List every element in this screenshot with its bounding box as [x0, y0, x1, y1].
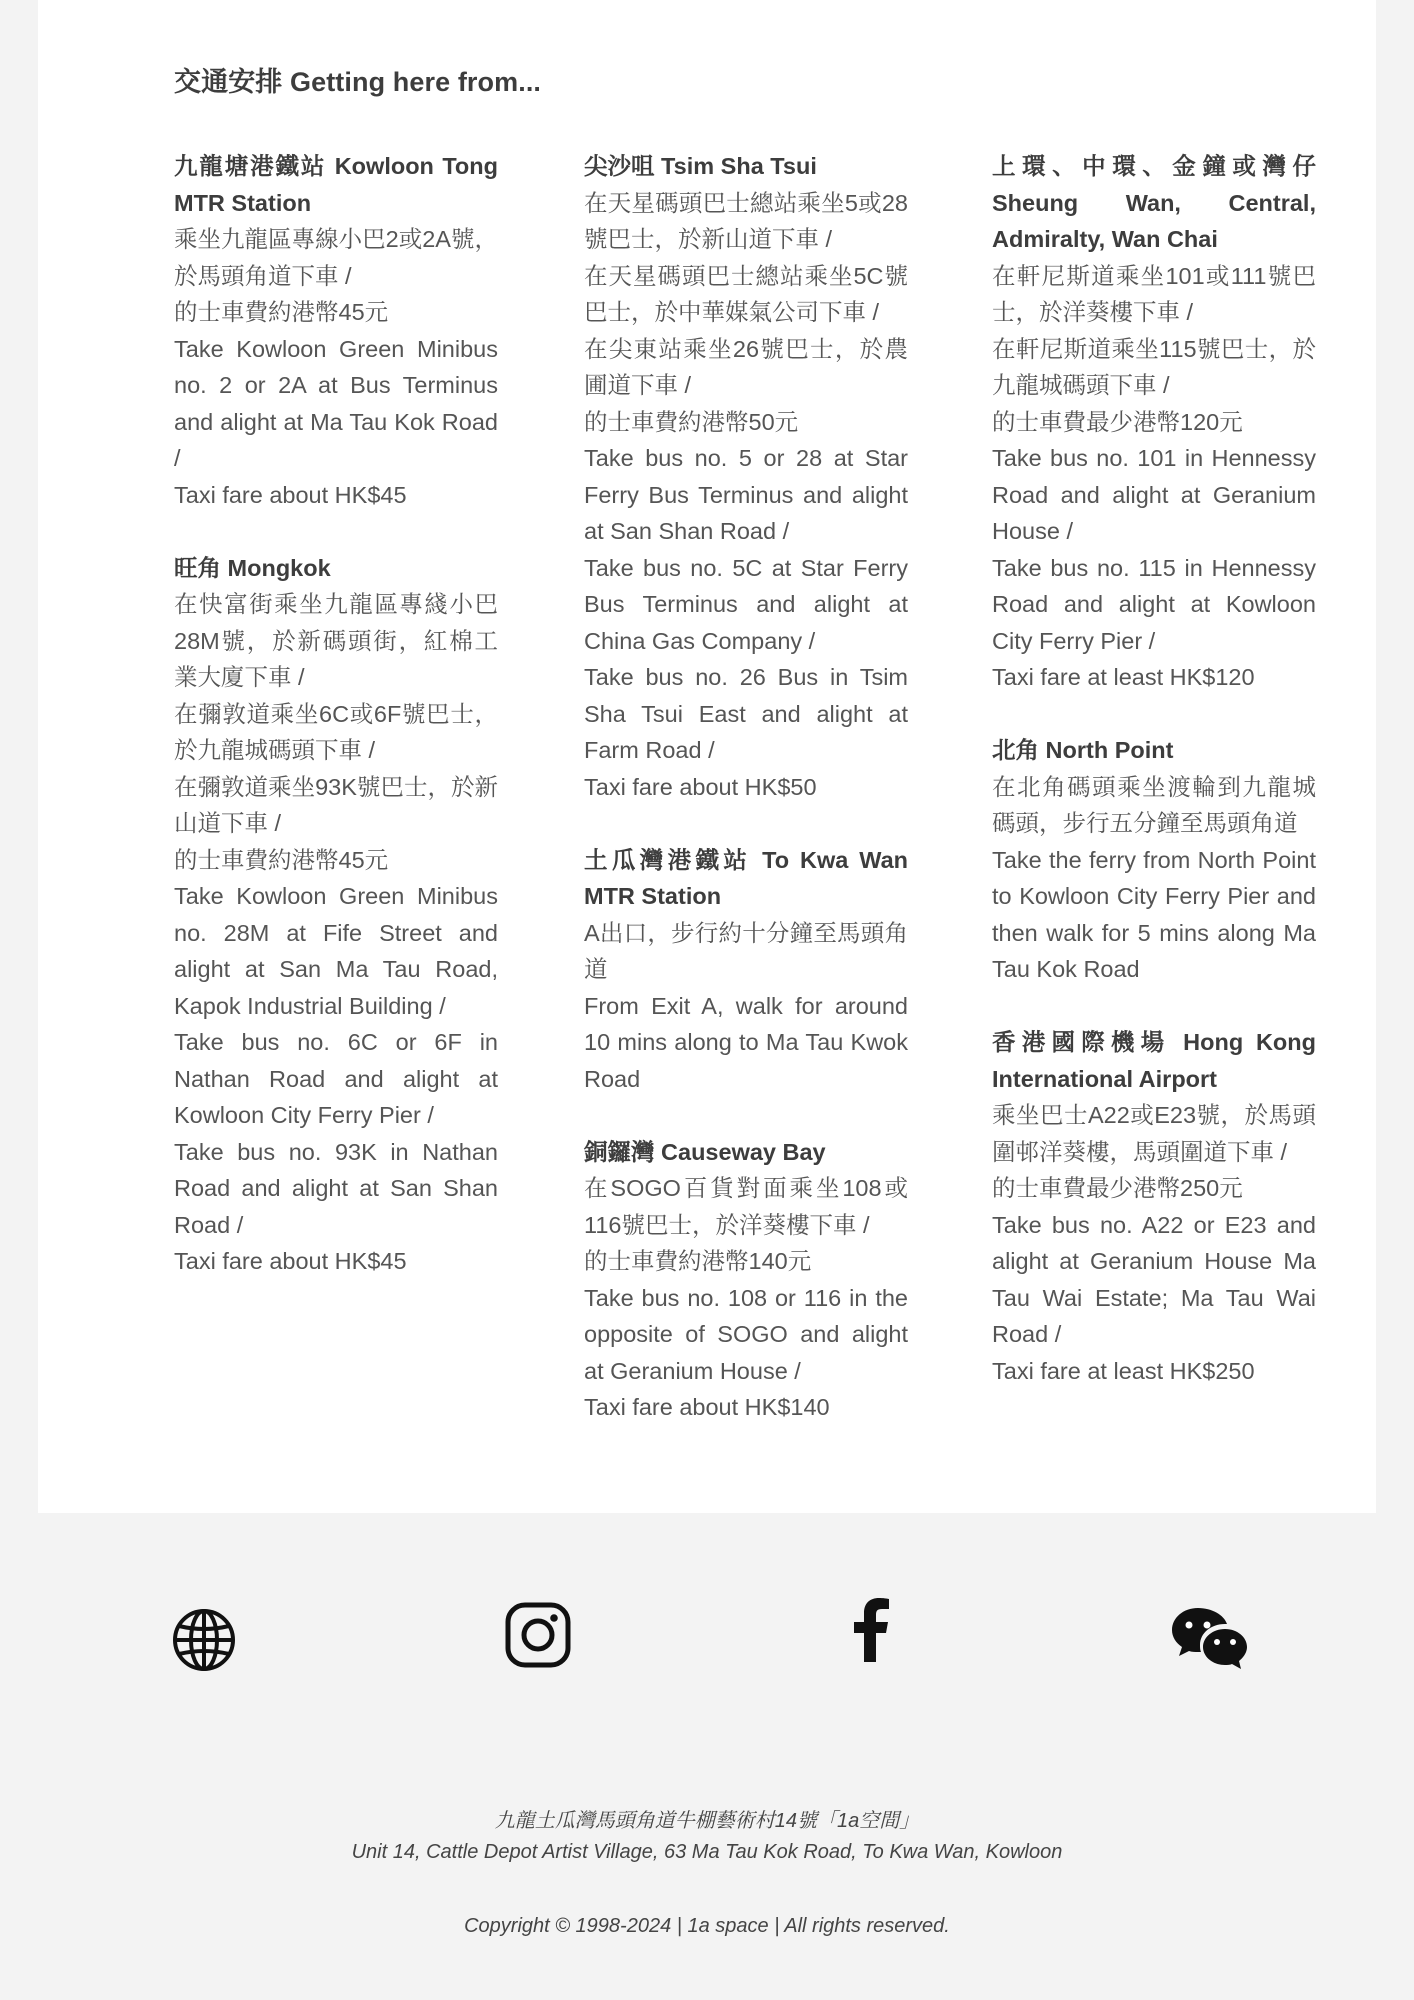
route-line: Take Kowloon Green Minibus no. 2 or 2A at Bus Terminus and alight at Ma Tau Kok Road /: [174, 335, 498, 471]
route-line: 在快富街乘坐九龍區專綫小巴28M號，於新碼頭街，紅棉工業大廈下車 /: [174, 591, 498, 690]
route-tsim-sha-tsui: [584, 148, 908, 805]
route-causeway-bay: [584, 1134, 908, 1426]
globe-icon[interactable]: [172, 1608, 236, 1672]
route-details: [584, 915, 908, 1098]
route-line: 在尖東站乘坐26號巴士，於農圃道下車 /: [584, 335, 908, 398]
directions-column-1: [174, 148, 498, 1316]
route-north-point: [992, 732, 1316, 988]
route-airport: [992, 1024, 1316, 1389]
route-line: A出口，步行約十分鐘至馬頭角道: [584, 919, 908, 982]
route-line: Take bus no. A22 or E23 and alight at Geranium House Ma Tau Wai Estate; Ma Tau Wai Road /: [992, 1211, 1316, 1347]
route-details: [992, 258, 1316, 696]
route-line: Take bus no. 26 Bus in Tsim Sha Tsui East and alight at Farm Road /: [584, 664, 908, 763]
footer-address-english: Unit 14, Cattle Depot Artist Village, 63 Ma Tau Kok Road, To Kwa Wan, Kowloon: [351, 1841, 1063, 1863]
route-line: Take Kowloon Green Minibus no. 28M at Fife Street and alight at San Ma Tau Road, Kapok Industrial Building /: [174, 883, 498, 1019]
route-line: 乘坐九龍區專線小巴2或2A號，於馬頭角道下車 /: [174, 226, 498, 289]
route-title: 香港國際機場 Hong Kong International Airport: [992, 1029, 1316, 1092]
directions-column-2: [584, 148, 908, 1462]
instagram-icon[interactable]: [505, 1602, 571, 1668]
route-title: 銅鑼灣 Causeway Bay: [584, 1138, 826, 1165]
route-line: 的士車費最少港幣250元: [992, 1175, 1243, 1201]
route-line: 在SOGO百貨對面乘坐108或116號巴士，於洋葵樓下車 /: [584, 1175, 908, 1238]
route-title: 上環、中環、金鐘或灣仔 Sheung Wan, Central, Admiralty, Wan Chai: [992, 153, 1316, 252]
route-line: Take bus no. 5C at Star Ferry Bus Terminus and alight at China Gas Company /: [584, 554, 908, 654]
route-line: Take bus no. 108 or 116 in the opposite of SOGO and alight at Geranium House /: [584, 1284, 908, 1384]
route-title: 土瓜灣港鐵站 To Kwa Wan MTR Station: [584, 846, 908, 909]
route-line: Taxi fare about HK$45: [174, 1248, 407, 1274]
facebook-icon[interactable]: [853, 1598, 893, 1662]
directions-column-3: [992, 148, 1316, 1426]
route-line: 的士車費約港幣45元: [174, 299, 389, 325]
route-details: [174, 221, 498, 513]
route-title: 旺角 Mongkok: [174, 554, 331, 581]
footer-address-chinese: 九龍土瓜灣馬頭角道牛棚藝術村14號「1a空間」: [494, 1810, 920, 1832]
route-kowloon-tong: [174, 148, 498, 513]
route-title: 北角 North Point: [992, 737, 1174, 763]
route-details: [174, 586, 498, 1280]
route-mongkok: [174, 550, 498, 1280]
route-line: Taxi fare at least HK$250: [992, 1357, 1255, 1384]
route-line: Taxi fare about HK$45: [174, 481, 407, 508]
route-line: 在天星碼頭巴士總站乘坐5C號巴士，於中華媒氣公司下車 /: [584, 262, 908, 325]
route-line: 的士車費約港幣45元: [174, 846, 389, 873]
route-line: Taxi fare at least HK$120: [992, 664, 1255, 690]
route-line: Take bus no. 101 in Hennessy Road and alight at Geranium House /: [992, 445, 1316, 544]
route-line: 乘坐巴士A22或E23號，於馬頭圍邨洋葵樓，馬頭圍道下車 /: [992, 1102, 1316, 1165]
route-title: 尖沙咀 Tsim Sha Tsui: [584, 153, 817, 179]
route-line: 的士車費最少港幣120元: [992, 408, 1243, 435]
route-details: [992, 769, 1316, 988]
route-line: 的士車費約港幣50元: [584, 408, 799, 435]
route-title: 九龍塘港鐵站 Kowloon Tong MTR Station: [174, 153, 498, 216]
route-line: Take bus no. 115 in Hennessy Road and alight at Kowloon City Ferry Pier /: [992, 554, 1316, 654]
getting-here-card: [38, 0, 1376, 1513]
route-line: Take the ferry from North Point to Kowloon City Ferry Pier and then walk for 5 mins along Ma Tau Kok Road: [992, 846, 1316, 982]
route-line: Taxi fare about HK$140: [584, 1394, 830, 1420]
route-hong-kong-island: [992, 148, 1316, 696]
getting-here-heading: 交通安排 Getting here from...: [174, 67, 542, 97]
route-line: 在北角碼頭乘坐渡輪到九龍城碼頭，步行五分鐘至馬頭角道: [992, 773, 1316, 836]
route-line: 在彌敦道乘坐93K號巴士，於新山道下車 /: [174, 773, 498, 836]
route-line: Taxi fare about HK$50: [584, 773, 817, 800]
route-line: Take bus no. 93K in Nathan Road and alight at San Shan Road /: [174, 1138, 498, 1238]
route-to-kwa-wan: [584, 842, 908, 1098]
route-details: [584, 1170, 908, 1426]
route-details: [992, 1097, 1316, 1389]
route-line: Take bus no. 5 or 28 at Star Ferry Bus Terminus and alight at San Shan Road /: [584, 445, 908, 544]
route-details: [584, 185, 908, 806]
route-line: 在彌敦道乘坐6C或6F號巴士，於九龍城碼頭下車 /: [174, 700, 498, 763]
route-line: 在軒尼斯道乘坐101或111號巴士，於洋葵樓下車 /: [992, 262, 1316, 325]
social-links: [0, 1590, 1414, 1680]
route-line: 在天星碼頭巴士總站乘坐5或28號巴士，於新山道下車 /: [584, 189, 908, 252]
route-line: 在軒尼斯道乘坐115號巴士，於九龍城碼頭下車 /: [992, 335, 1316, 398]
route-line: From Exit A, walk for around 10 mins along to Ma Tau Kwok Road: [584, 992, 908, 1092]
route-line: Take bus no. 6C or 6F in Nathan Road and alight at Kowloon City Ferry Pier /: [174, 1029, 498, 1128]
wechat-icon[interactable]: [1170, 1605, 1248, 1671]
footer-copyright: Copyright © 1998-2024 | 1a space | All rights reserved.: [464, 1915, 950, 1937]
route-line: 的士車費約港幣140元: [584, 1248, 812, 1274]
